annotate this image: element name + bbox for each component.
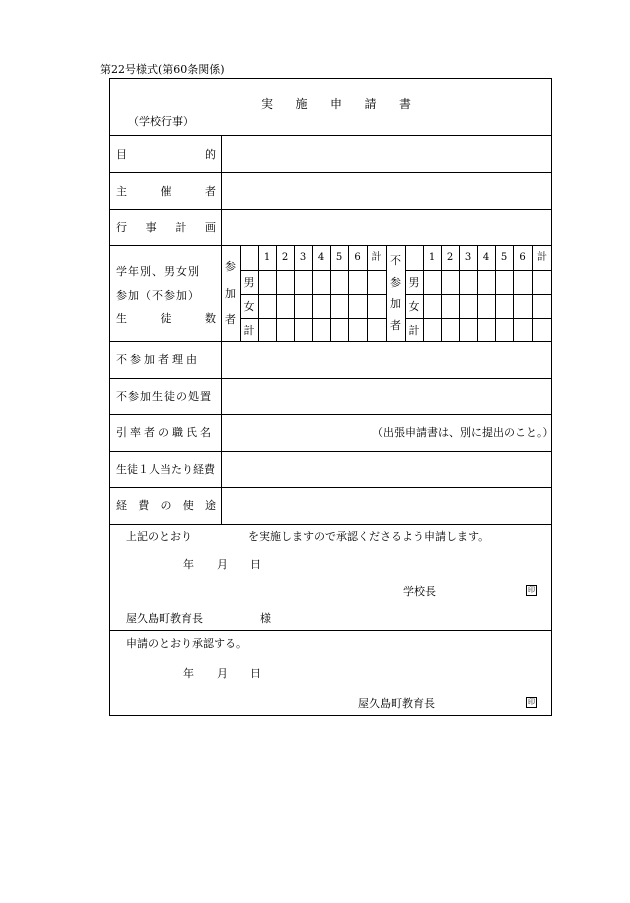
- label-leader: 引率者の職氏名: [116, 426, 214, 439]
- application-month: 月: [217, 558, 228, 571]
- grid-divider: [240, 294, 386, 295]
- grid-divider: [405, 318, 552, 319]
- participant-col-header: 2: [281, 252, 289, 263]
- row-divider: [109, 172, 552, 173]
- leader-note: （出張申請書は、別に提出のこと。）: [372, 426, 554, 439]
- nonparticipant-col-header: 3: [464, 252, 472, 263]
- label-nonparticipant-reason: 不参加者理由: [116, 353, 200, 366]
- label-cost-per-student: 生徒１人当たり経費: [116, 463, 215, 476]
- grid-divider: [240, 318, 386, 319]
- grid-divider: [405, 270, 552, 271]
- title-char: 申: [329, 97, 342, 111]
- row-divider: [109, 378, 552, 379]
- row-divider: [109, 135, 552, 136]
- nonparticipant-col-header: 1: [428, 252, 436, 263]
- approval-year: 年: [183, 667, 194, 680]
- participant-col-header: 6: [354, 252, 361, 263]
- row-divider: [109, 487, 552, 488]
- grid-divider: [240, 270, 386, 271]
- row-divider: [109, 414, 552, 415]
- grid-divider: [405, 294, 552, 295]
- approval-seal: 印: [528, 698, 535, 706]
- participant-col-header: 4: [317, 252, 325, 263]
- title-char: 請: [364, 97, 377, 111]
- addressee-honorific: 様: [260, 612, 271, 625]
- participant-row-label: 男: [243, 276, 255, 289]
- participant-col-header: 3: [299, 252, 307, 263]
- label-grade-gender-1: 学年別、男女別: [116, 265, 200, 278]
- label-nonparticipant-handling: 不参加生徒の処置: [116, 390, 212, 403]
- row-divider: [109, 630, 552, 631]
- principal-label: 学校長: [403, 585, 436, 598]
- title-char: 実: [261, 97, 274, 111]
- participant-row-label: 計: [243, 323, 255, 337]
- participant-side-label: 参 加 者: [225, 259, 236, 327]
- participant-row-label: 女: [243, 300, 255, 313]
- label-grade-gender-2: 参加（不参加）: [116, 289, 200, 302]
- approval-signer: 屋久島町教育長: [358, 697, 435, 710]
- participant-col-header: 1: [263, 252, 271, 263]
- application-text-1: 上記のとおり: [126, 530, 192, 543]
- nonparticipant-col-header: 5: [500, 252, 508, 263]
- approval-day: 日: [250, 667, 261, 680]
- label-cost-usage: 経 費 の 使 途: [116, 499, 216, 512]
- row-divider: [109, 451, 552, 452]
- participant-col-header: 計: [371, 252, 382, 263]
- principal-seal: 印: [528, 586, 535, 594]
- label-plan: 行 事 計 画: [116, 221, 216, 234]
- nonparticipant-row-label: 女: [408, 300, 420, 313]
- form-title: [261, 98, 411, 110]
- application-year: 年: [183, 558, 194, 571]
- nonparticipant-side-label: 不 参 加 者: [390, 254, 401, 332]
- nonparticipant-row-label: 男: [408, 276, 420, 289]
- application-text-2: を実施しますので承認くださるよう申請します。: [248, 530, 490, 543]
- approval-text: 申請のとおり承認する。: [126, 637, 247, 650]
- application-day: 日: [250, 558, 261, 571]
- nonparticipant-col-header: 4: [482, 252, 490, 263]
- nonparticipant-row-label: 計: [408, 323, 420, 337]
- nonparticipant-col-header: 2: [446, 252, 454, 263]
- label-purpose: 目 的: [116, 148, 216, 161]
- row-divider: [109, 341, 552, 342]
- row-divider: [109, 209, 552, 210]
- addressee-label: 屋久島町教育長: [126, 612, 203, 625]
- nonparticipant-col-header: 6: [519, 252, 526, 263]
- label-grade-gender-3: 生 徒 数: [116, 312, 216, 325]
- participant-col-header: 5: [335, 252, 343, 263]
- grid-divider: [386, 245, 387, 341]
- title-char: 書: [398, 97, 411, 111]
- row-divider: [109, 524, 552, 525]
- nonparticipant-col-header: 計: [537, 252, 547, 263]
- label-organizer: 主 催 者: [116, 185, 216, 198]
- approval-month: 月: [217, 667, 228, 680]
- title-char: 施: [295, 97, 308, 111]
- form-subtitle: （学校行事）: [128, 115, 194, 128]
- form-id: 第22号様式(第60条関係): [100, 63, 225, 76]
